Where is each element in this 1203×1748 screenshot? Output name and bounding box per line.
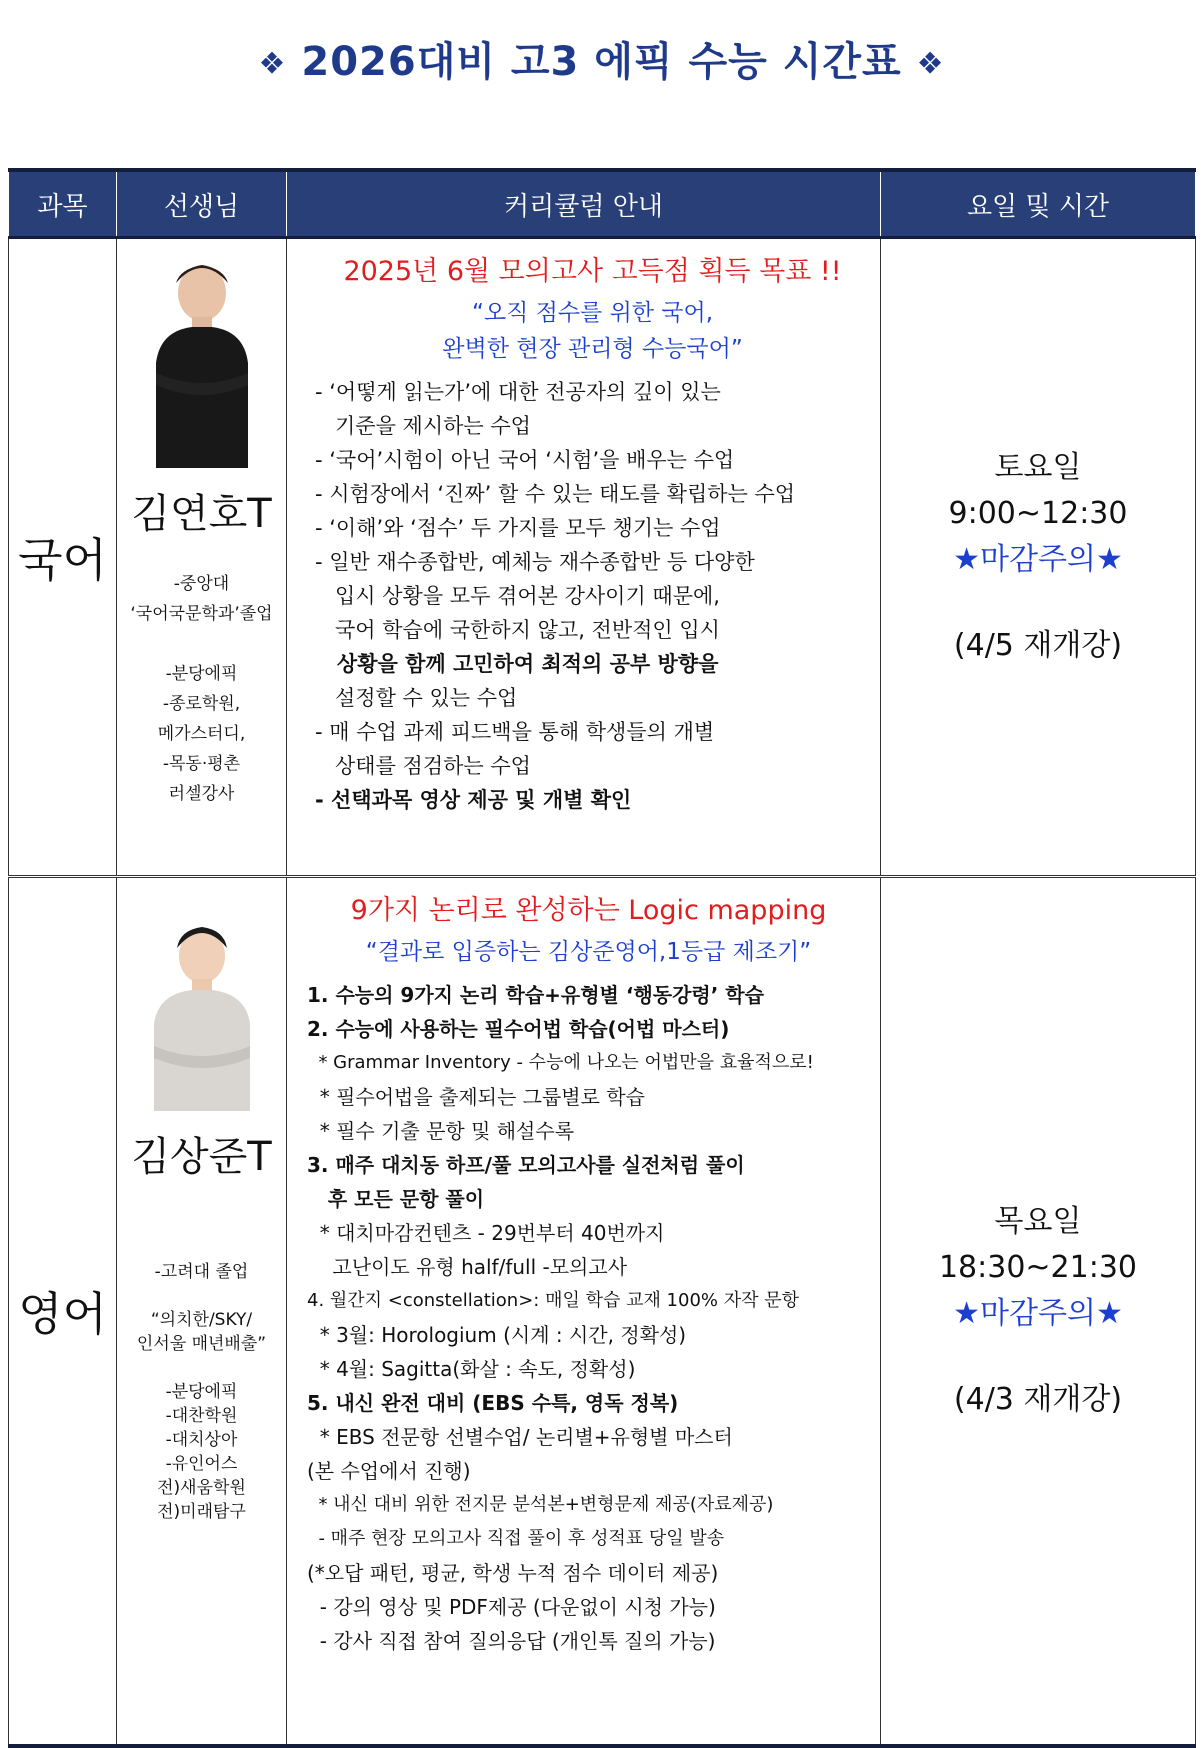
page-title bbox=[0, 30, 1203, 87]
curriculum-slogan bbox=[315, 295, 870, 367]
teacher-info-line: -대치상아 bbox=[165, 1430, 238, 1450]
teacher-photo bbox=[142, 916, 262, 1115]
teacher-info-line: 전)새움학원 bbox=[157, 1478, 246, 1498]
curriculum-line: 입시 상황을 모두 겪어본 강사이기 때문에, bbox=[315, 584, 720, 608]
slogan-line: 완벽한 현장 관리형 수능국어” bbox=[442, 336, 743, 362]
teacher-info-line: -분당에픽 bbox=[165, 1382, 238, 1402]
header-curriculum: 커리큘럼 안내 bbox=[287, 170, 881, 238]
schedule-day: 목요일 bbox=[994, 1204, 1082, 1239]
curriculum-line: 상황을 함께 고민하여 최적의 공부 방향을 bbox=[315, 652, 719, 676]
table-row bbox=[9, 238, 1196, 877]
curriculum-line: * 필수어법을 출제되는 그룹별로 학습 bbox=[307, 1085, 645, 1109]
teacher-cell bbox=[117, 877, 287, 1747]
teacher-info bbox=[118, 1260, 285, 1524]
curriculum-line: - 선택과목 영상 제공 및 개별 확인 bbox=[315, 788, 632, 812]
table-header-row bbox=[9, 170, 1196, 238]
table-row bbox=[9, 877, 1196, 1747]
slogan-line: “결과로 입증하는 김상준영어,1등급 제조기” bbox=[365, 939, 812, 965]
diamond-right-icon: ❖ bbox=[916, 46, 945, 82]
page-title-text: 2026대비 고3 에픽 수능 시간표 bbox=[301, 39, 902, 85]
teacher-info-line: -중앙대 bbox=[173, 574, 230, 594]
teacher-name: 김상준T bbox=[131, 1134, 272, 1180]
curriculum-line: 설정할 수 있는 수업 bbox=[315, 686, 518, 710]
curriculum-line: (본 수업에서 진행) bbox=[307, 1459, 471, 1483]
curriculum-line: * 필수 기출 문항 및 해설수록 bbox=[307, 1119, 575, 1143]
curriculum-line: - 강의 영상 및 PDF제공 (다운없이 시청 가능) bbox=[307, 1595, 716, 1619]
curriculum-line: - 매주 현장 모의고사 직접 풀이 후 성적표 당일 발송 bbox=[307, 1528, 725, 1549]
subject-cell: 국어 bbox=[9, 238, 117, 877]
header-teacher: 선생님 bbox=[117, 170, 287, 238]
curriculum-cell bbox=[287, 877, 881, 1747]
teacher-info-line: -종로학원, bbox=[162, 694, 241, 714]
curriculum-line: 2. 수능에 사용하는 필수어법 학습(어법 마스터) bbox=[307, 1017, 730, 1041]
curriculum-line: 국어 학습에 국한하지 않고, 전반적인 입시 bbox=[315, 618, 720, 642]
teacher-info-line bbox=[118, 629, 285, 659]
schedule-cell bbox=[881, 877, 1196, 1747]
teacher-info-line: 메가스터디, bbox=[157, 724, 246, 744]
curriculum-headline: 2025년 6월 모의고사 고득점 획득 목표 !! bbox=[343, 256, 842, 287]
teacher-info bbox=[118, 569, 285, 809]
teacher-info-line: 전)미래탐구 bbox=[157, 1502, 246, 1522]
teacher-info-line: -유인어스 bbox=[165, 1454, 238, 1474]
header-subject: 과목 bbox=[9, 170, 117, 238]
teacher-info-line: -분당에픽 bbox=[165, 664, 238, 684]
subject-cell: 영어 bbox=[9, 877, 117, 1747]
curriculum-cell bbox=[287, 238, 881, 877]
schedule-time: 9:00~12:30 bbox=[948, 496, 1128, 531]
curriculum-line: 3. 매주 대치동 하프/풀 모의고사를 실전처럼 풀이 bbox=[307, 1153, 745, 1177]
teacher-info-line: -목동·평촌 bbox=[162, 754, 241, 774]
curriculum-line: - ‘국어’시험이 아닌 국어 ‘시험’을 배우는 수업 bbox=[315, 448, 735, 472]
header-schedule: 요일 및 시간 bbox=[881, 170, 1196, 238]
curriculum-line: 4. 월간지 <constellation>: 매일 학습 교재 100% 자작 문항 bbox=[307, 1290, 800, 1311]
curriculum-line: * 3월: Horologium (시계 : 시간, 정확성) bbox=[307, 1323, 687, 1347]
teacher-name: 김연호T bbox=[131, 491, 272, 537]
curriculum-slogan bbox=[307, 934, 870, 970]
diamond-left-icon: ❖ bbox=[258, 46, 287, 82]
timetable bbox=[8, 168, 1196, 1748]
teacher-info-line: -대찬학원 bbox=[165, 1406, 238, 1426]
teacher-info-line: 러셀강사 bbox=[168, 784, 235, 804]
teacher-info-line bbox=[118, 1356, 285, 1380]
schedule-time: 18:30~21:30 bbox=[938, 1250, 1138, 1285]
curriculum-line: * EBS 전문항 선별수업/ 논리별+유형별 마스터 bbox=[307, 1425, 733, 1449]
curriculum-line: * Grammar Inventory - 수능에 나오는 어법만을 효율적으로! bbox=[307, 1052, 814, 1073]
schedule-reopen: (4/3 재개강) bbox=[953, 1382, 1123, 1417]
schedule-note: ★마감주의★ bbox=[953, 542, 1123, 577]
curriculum-line: 후 모든 문항 풀이 bbox=[307, 1187, 485, 1211]
curriculum-line: * 내신 대비 위한 전지문 분석본+변형문제 제공(자료제공) bbox=[307, 1494, 774, 1515]
curriculum-line: 기준을 제시하는 수업 bbox=[315, 414, 531, 438]
curriculum-line: * 4월: Sagitta(화살 : 속도, 정확성) bbox=[307, 1357, 636, 1381]
teacher-info-line: ‘국어국문학과’졸업 bbox=[130, 604, 273, 624]
curriculum-line: - 강사 직접 참여 질의응답 (개인톡 질의 가능) bbox=[307, 1629, 716, 1653]
curriculum-line: - 시험장에서 ‘진짜’ 할 수 있는 태도를 확립하는 수업 bbox=[315, 482, 796, 506]
curriculum-line: 5. 내신 완전 대비 (EBS 수특, 영독 정복) bbox=[307, 1391, 679, 1415]
teacher-info-line: “의치한/SKY/ bbox=[150, 1310, 253, 1330]
teacher-info-line: -고려대 졸업 bbox=[154, 1262, 249, 1282]
curriculum-line: (*오답 패턴, 평균, 학생 누적 점수 데이터 제공) bbox=[307, 1561, 719, 1585]
curriculum-headline: 9가지 논리로 완성하는 Logic mapping bbox=[350, 895, 827, 926]
curriculum-line: - 매 수업 과제 피드백을 통해 학생들의 개별 bbox=[315, 720, 715, 744]
teacher-cell bbox=[117, 238, 287, 877]
curriculum-line: 고난이도 유형 half/full -모의고사 bbox=[307, 1255, 628, 1279]
slogan-line: “오직 점수를 위한 국어, bbox=[471, 300, 714, 326]
schedule-note: ★마감주의★ bbox=[953, 1296, 1123, 1331]
curriculum-line: 1. 수능의 9가지 논리 학습+유형별 ‘행동강령’ 학습 bbox=[307, 983, 764, 1007]
curriculum-line: - 일반 재수종합반, 예체능 재수종합반 등 다양한 bbox=[315, 550, 755, 574]
teacher-photo bbox=[142, 253, 262, 472]
schedule-day: 토요일 bbox=[994, 450, 1082, 485]
curriculum-line: - ‘이해’와 ‘점수’ 두 가지를 모두 챙기는 수업 bbox=[315, 516, 721, 540]
schedule-cell bbox=[881, 238, 1196, 877]
curriculum-line: * 대치마감컨텐츠 - 29번부터 40번까지 bbox=[307, 1221, 665, 1245]
curriculum-line: 상태를 점검하는 수업 bbox=[315, 754, 531, 778]
curriculum-line: - ‘어떻게 읽는가’에 대한 전공자의 깊이 있는 bbox=[315, 380, 721, 404]
teacher-info-line bbox=[118, 1284, 285, 1308]
schedule-reopen: (4/5 재개강) bbox=[953, 628, 1123, 663]
teacher-info-line: 인서울 매년배출” bbox=[136, 1334, 267, 1354]
